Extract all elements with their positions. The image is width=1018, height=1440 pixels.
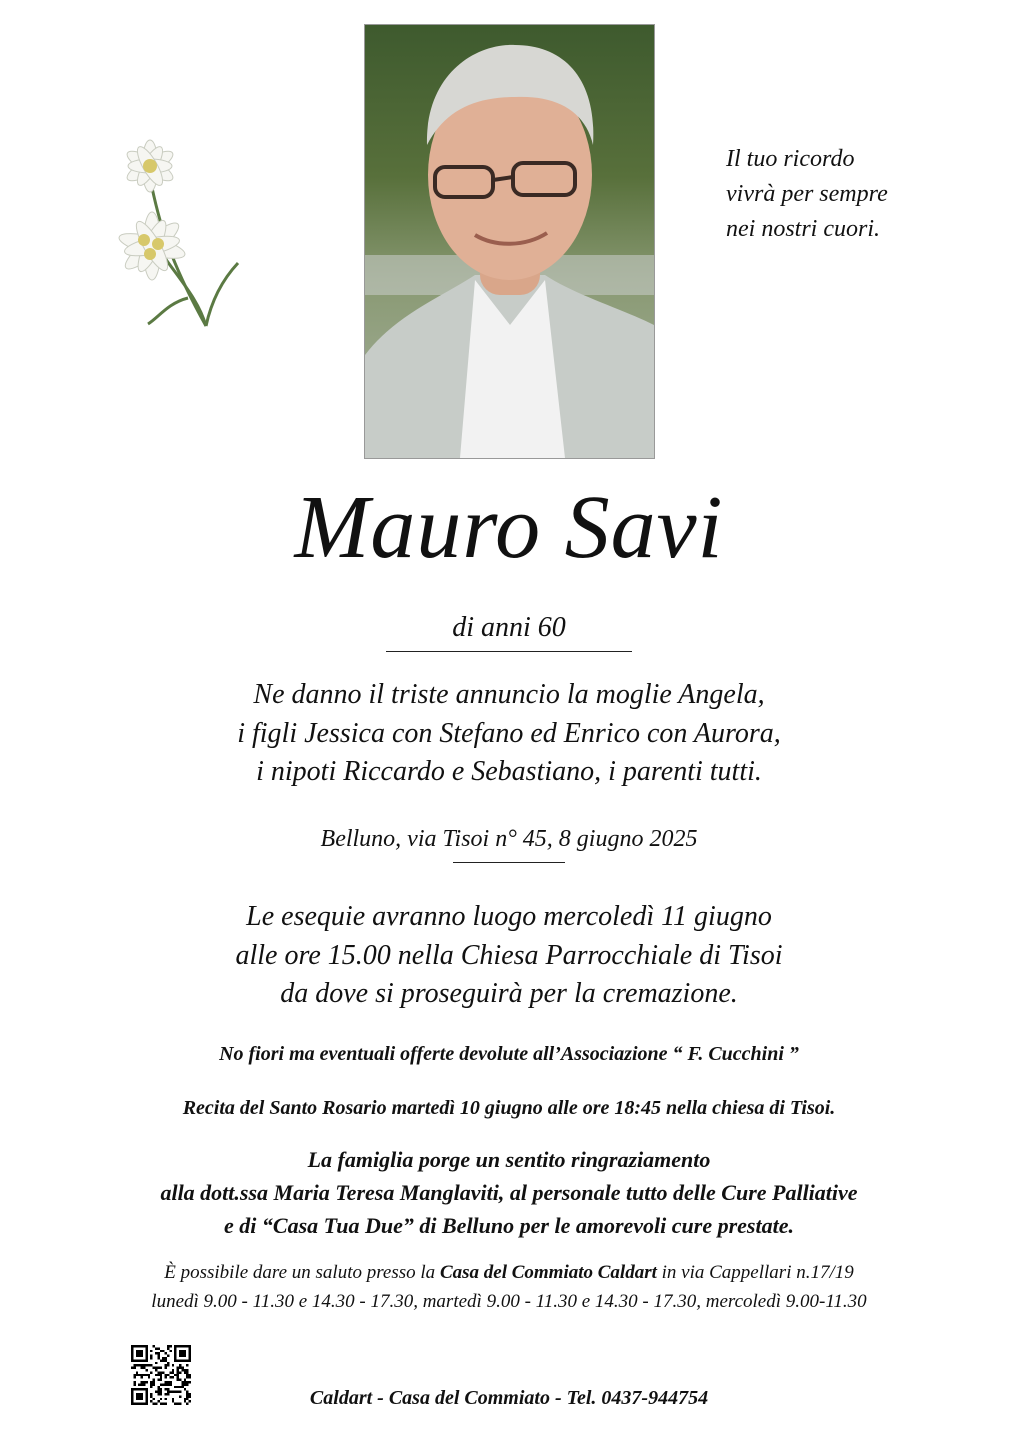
visitation-location (0, 1258, 1018, 1287)
funeral-line: Le esequie avranno luogo mercoledì 11 giugno (246, 901, 772, 932)
thanks-line: La famiglia porge un sentito ringraziamento (307, 1147, 711, 1172)
visitation-info (0, 1258, 1018, 1317)
visitation-prefix: È possibile dare un saluto presso la (164, 1262, 440, 1283)
quote-line: vivrà per sempre (726, 180, 888, 207)
thanks-line: alla dott.ssa Maria Teresa Manglaviti, al personale tutto delle Cure Palliative (160, 1180, 858, 1205)
visitation-address: in via Cappellari n.17/19 (656, 1262, 854, 1283)
announcement-line: Ne danno il triste annuncio la moglie Angela, (253, 679, 765, 710)
deceased-age: di anni 60 (452, 612, 566, 643)
thanks-line: e di “Casa Tua Due” di Belluno per le amorevoli cure prestate. (224, 1213, 794, 1238)
donation-note: No fiori ma eventuali offerte devolute all’Associazione “ F. Cucchini ” (219, 1043, 799, 1065)
funeral-details (0, 898, 1018, 1014)
announcement-line: i nipoti Riccardo e Sebastiano, i parenti tutti. (256, 756, 762, 788)
place-and-date: Belluno, via Tisoi n° 45, 8 giugno 2025 (320, 826, 698, 852)
funeral-line: da dove si proseguirà per la cremazione. (280, 978, 738, 1010)
portrait-photo (364, 24, 655, 459)
quote-line: nei nostri cuori. (726, 215, 880, 242)
portrait-illustration (365, 25, 654, 458)
funeral-home-footer: Caldart - Casa del Commiato - Tel. 0437-944754 (309, 1387, 709, 1409)
rosary-note: Recita del Santo Rosario martedì 10 giugno alle ore 18:45 nella chiesa di Tisoi. (182, 1097, 836, 1119)
visitation-venue: Casa del Commiato Caldart (439, 1262, 657, 1283)
age-divider (386, 651, 632, 652)
family-thanks (0, 1143, 1018, 1242)
visitation-hours: lunedì 9.00 - 11.30 e 14.30 - 17.30, martedì 9.00 - 11.30 e 14.30 - 17.30, mercoledì 9.00-11.30 (151, 1291, 867, 1313)
deceased-name: Mauro Savi (294, 478, 724, 577)
place-divider (453, 862, 565, 863)
funeral-line: alle ore 15.00 nella Chiesa Parrocchiale di Tisoi (235, 939, 783, 971)
memorial-quote (726, 142, 888, 246)
quote-line: Il tuo ricordo (726, 146, 855, 172)
announcement-line: i figli Jessica con Stefano ed Enrico con Aurora, (237, 717, 781, 749)
edelweiss-flower-icon (88, 128, 248, 338)
announcement-text (0, 676, 1018, 792)
